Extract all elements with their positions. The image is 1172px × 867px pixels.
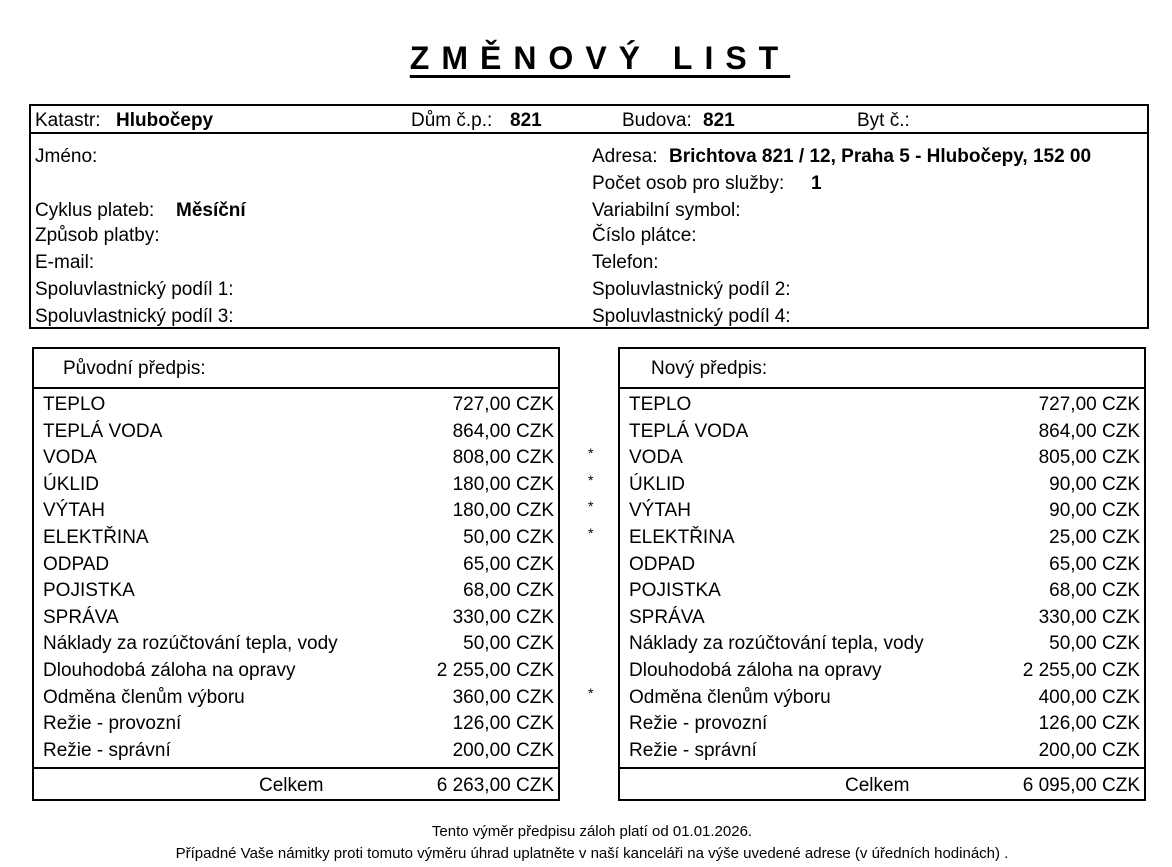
novy-item-label: ODPAD <box>629 553 696 575</box>
podil1-label: Spoluvlastnický podíl 1: <box>35 279 234 300</box>
novy-item-label: Náklady za rozúčtování tepla, vody <box>629 633 924 655</box>
change-marker: * <box>588 525 594 541</box>
puvodni-item-value: 864,00 CZK <box>452 420 554 442</box>
puvodni-item-value: 200,00 CZK <box>452 739 554 761</box>
novy-item-value: 805,00 CZK <box>1038 447 1140 469</box>
novy-item-value: 90,00 CZK <box>1049 473 1140 495</box>
puvodni-item-row <box>34 472 558 498</box>
novy-item-value: 50,00 CZK <box>1049 633 1140 655</box>
puvodni-item-row <box>34 605 558 631</box>
novy-item-label: ÚKLID <box>629 473 685 495</box>
puvodni-item-value: 126,00 CZK <box>452 713 554 735</box>
novy-item-value: 330,00 CZK <box>1038 606 1140 628</box>
novy-item-row <box>620 445 1144 471</box>
novy-item-label: VODA <box>629 447 683 469</box>
novy-total-divider <box>620 767 1144 769</box>
puvodni-item-value: 65,00 CZK <box>463 553 554 575</box>
puvodni-item-value: 2 255,00 CZK <box>436 660 554 681</box>
novy-item-value: 126,00 CZK <box>1038 713 1140 735</box>
novy-item-row <box>620 472 1144 498</box>
puvodni-item-value: 180,00 CZK <box>452 473 554 495</box>
puvodni-total-label: Celkem <box>259 775 324 796</box>
pocet-osob-label: Počet osob pro služby: <box>592 173 785 194</box>
novy-item-value: 65,00 CZK <box>1049 553 1140 575</box>
novy-item-row <box>620 658 1144 684</box>
puvodni-item-label: TEPLÁ VODA <box>43 420 163 442</box>
novy-item-value: 200,00 CZK <box>1038 739 1140 761</box>
puvodni-item-label: POJISTKA <box>43 580 135 602</box>
novy-item-value: 2 255,00 CZK <box>1022 660 1140 681</box>
puvodni-item-value: 180,00 CZK <box>452 500 554 522</box>
puvodni-item-label: ODPAD <box>43 553 110 575</box>
novy-item-value: 400,00 CZK <box>1038 686 1140 708</box>
novy-total-value: 6 095,00 CZK <box>1022 775 1140 796</box>
puvodni-item-value: 68,00 CZK <box>463 580 554 602</box>
variabilni-label: Variabilní symbol: <box>592 200 741 221</box>
budova-value: 821 <box>703 110 735 131</box>
byt-label: Byt č.: <box>857 110 910 131</box>
katastr-value: Hlubočepy <box>116 110 214 131</box>
novy-item-row <box>620 711 1144 737</box>
puvodni-heading-row <box>34 349 558 389</box>
novy-heading-row <box>620 349 1144 389</box>
puvodni-item-value: 50,00 CZK <box>463 527 554 548</box>
cislo-platce-label: Číslo plátce: <box>592 225 697 246</box>
novy-item-label: POJISTKA <box>629 580 721 602</box>
novy-item-label: Odměna členům výboru <box>629 686 831 708</box>
adresa-value: Brichtova 821 / 12, Praha 5 - Hlubočepy, 152 00 <box>669 146 1092 167</box>
jmeno-label: Jméno: <box>35 146 98 167</box>
novy-item-row <box>620 525 1144 551</box>
novy-item-label: Režie - provozní <box>629 713 768 735</box>
puvodni-item-row <box>34 392 558 418</box>
novy-item-value: 68,00 CZK <box>1049 580 1140 602</box>
katastr-label: Katastr: <box>35 110 101 131</box>
change-marker: * <box>588 498 594 515</box>
novy-item-row <box>620 552 1144 578</box>
puvodni-item-label: ELEKTŘINA <box>43 527 149 548</box>
novy-item-row <box>620 685 1144 711</box>
puvodni-item-row <box>34 738 558 764</box>
novy-item-label: TEPLO <box>629 394 692 415</box>
puvodni-item-row <box>34 498 558 524</box>
novy-item-row <box>620 605 1144 631</box>
novy-item-row <box>620 498 1144 524</box>
pocet-osob-value: 1 <box>811 173 822 194</box>
change-marker: * <box>588 684 594 701</box>
puvodni-item-label: VODA <box>43 447 97 469</box>
novy-item-label: Režie - správní <box>629 739 757 761</box>
novy-item-label: VÝTAH <box>629 500 691 522</box>
puvodni-total-value: 6 263,00 CZK <box>436 775 554 796</box>
puvodni-item-label: TEPLO <box>43 394 106 415</box>
puvodni-item-value: 727,00 CZK <box>452 394 554 415</box>
novy-item-label: SPRÁVA <box>629 606 705 628</box>
novy-item-row <box>620 419 1144 445</box>
novy-item-label: ELEKTŘINA <box>629 527 735 548</box>
zpusob-label: Způsob platby: <box>35 225 160 246</box>
puvodni-item-label: Režie - provozní <box>43 713 182 735</box>
novy-item-value: 25,00 CZK <box>1049 527 1140 548</box>
puvodni-item-row <box>34 445 558 471</box>
puvodni-item-row <box>34 658 558 684</box>
puvodni-heading: Původní předpis: <box>63 358 206 379</box>
change-marker: * <box>588 445 594 462</box>
puvodni-item-label: Odměna členům výboru <box>43 686 245 708</box>
novy-item-value: 727,00 CZK <box>1038 394 1140 415</box>
puvodni-item-value: 50,00 CZK <box>463 633 554 655</box>
change-marker: * <box>588 471 594 488</box>
puvodni-item-label: Dlouhodobá záloha na opravy <box>43 660 296 681</box>
cyklus-value: Měsíční <box>176 200 246 221</box>
puvodni-item-label: Náklady za rozúčtování tepla, vody <box>43 633 338 655</box>
novy-total-label: Celkem <box>845 775 910 796</box>
puvodni-total-divider <box>34 767 558 769</box>
email-label: E-mail: <box>35 252 95 273</box>
puvodni-item-value: 360,00 CZK <box>452 686 554 708</box>
novy-item-row <box>620 738 1144 764</box>
novy-item-row <box>620 631 1144 657</box>
puvodni-item-label: VÝTAH <box>43 500 105 522</box>
puvodni-item-label: ÚKLID <box>43 473 99 495</box>
novy-heading: Nový předpis: <box>651 358 768 379</box>
puvodni-item-row <box>34 631 558 657</box>
novy-item-value: 90,00 CZK <box>1049 500 1140 522</box>
podil4-label: Spoluvlastnický podíl 4: <box>592 306 791 327</box>
puvodni-item-row <box>34 525 558 551</box>
novy-item-value: 864,00 CZK <box>1038 420 1140 442</box>
podil2-label: Spoluvlastnický podíl 2: <box>592 279 791 300</box>
novy-item-row <box>620 578 1144 604</box>
puvodni-item-value: 808,00 CZK <box>452 447 554 469</box>
budova-label: Budova: <box>622 110 692 131</box>
puvodni-predpis-box <box>32 347 560 801</box>
novy-item-row <box>620 392 1144 418</box>
header-info-box <box>29 104 1149 329</box>
dum-label: Dům č.p.: <box>411 110 493 131</box>
puvodni-item-row <box>34 711 558 737</box>
puvodni-item-row <box>34 419 558 445</box>
footer-validity: Tento výměr předpisu záloh platí od 01.01.2026. <box>431 823 753 840</box>
novy-item-label: Dlouhodobá záloha na opravy <box>629 660 882 681</box>
cyklus-label: Cyklus plateb: <box>35 200 155 221</box>
page-title: ZMĚNOVÝ LIST <box>409 40 791 76</box>
telefon-label: Telefon: <box>592 252 659 273</box>
puvodni-item-row <box>34 685 558 711</box>
footer-objections: Případné Vaše námitky proti tomuto výměru úhrad uplatněte v naší kanceláři na výše uvedené adrese (v úředních hodinách) . <box>175 845 1009 862</box>
dum-value: 821 <box>510 110 542 131</box>
puvodni-item-label: Režie - správní <box>43 739 171 761</box>
puvodni-item-row <box>34 578 558 604</box>
puvodni-item-value: 330,00 CZK <box>452 606 554 628</box>
novy-item-label: TEPLÁ VODA <box>629 420 749 442</box>
puvodni-item-label: SPRÁVA <box>43 606 119 628</box>
podil3-label: Spoluvlastnický podíl 3: <box>35 306 234 327</box>
puvodni-item-row <box>34 552 558 578</box>
adresa-label: Adresa: <box>592 146 658 167</box>
novy-predpis-box <box>618 347 1146 801</box>
